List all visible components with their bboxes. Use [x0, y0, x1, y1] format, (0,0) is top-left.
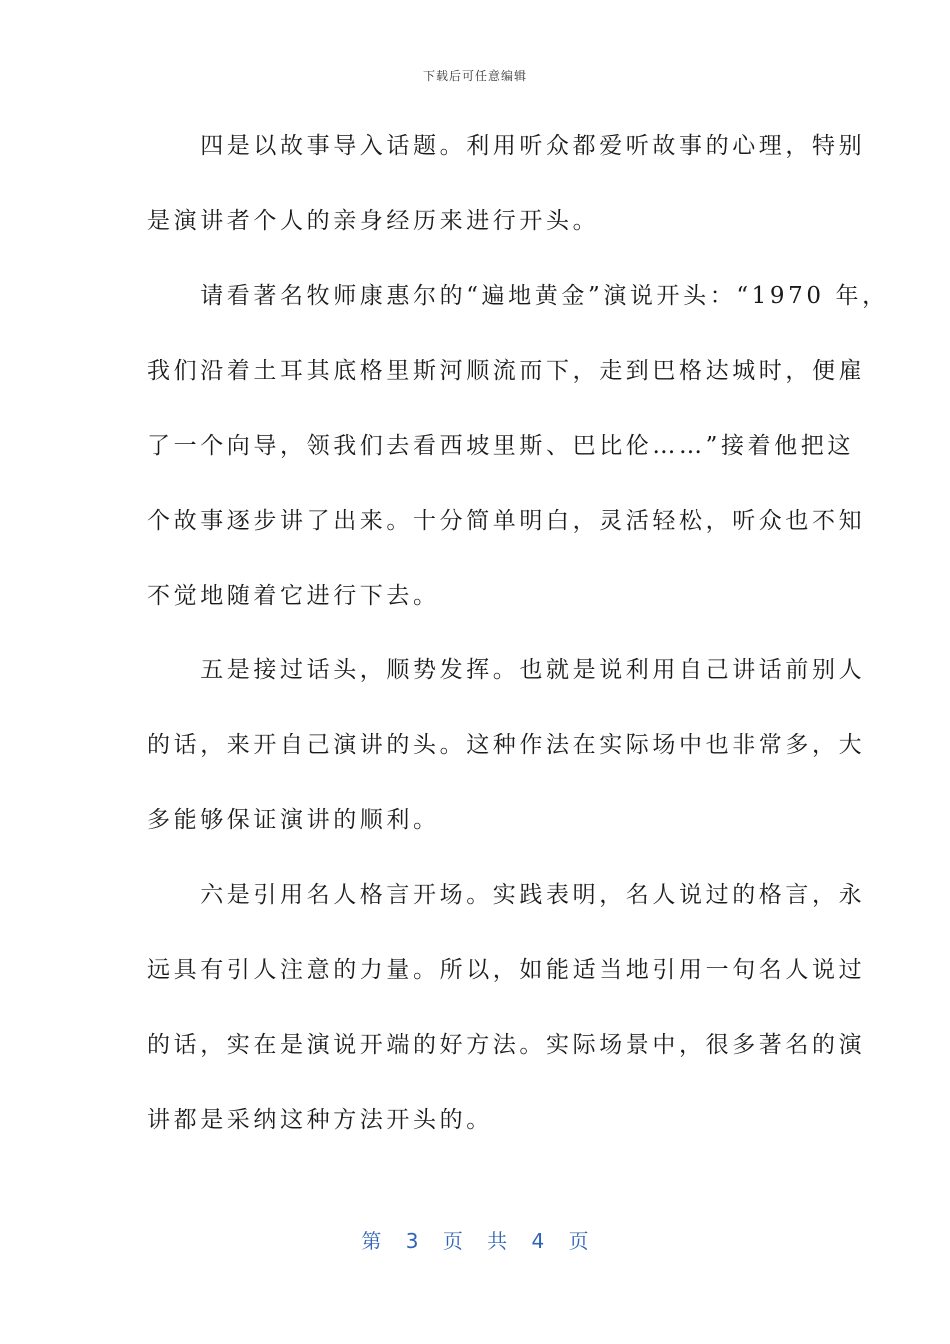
text-line: 远具有引人注意的力量。所以，如能适当地引用一句名人说过: [147, 957, 866, 983]
text-line: 请看著名牧师康惠尔的“遍地黄金”演说开头：“1970 年，: [147, 283, 889, 309]
page-footer: [0, 1225, 950, 1254]
text-line: 个故事逐步讲了出来。十分简单明白，灵活轻松，听众也不知: [147, 508, 866, 534]
text-line: 五是接过话头，顺势发挥。也就是说利用自己讲话前别人: [147, 657, 866, 683]
text-line: 的话，来开自己演讲的头。这种作法在实际场中也非常多，大: [147, 732, 866, 758]
text-line: 的话，实在是演说开端的好方法。实际场景中，很多著名的演: [147, 1032, 866, 1058]
text-line: 不觉地随着它进行下去。: [147, 583, 440, 609]
text-line: 四是以故事导入话题。利用听众都爱听故事的心理，特别: [147, 133, 866, 159]
text-line: 我们沿着土耳其底格里斯河顺流而下，走到巴格达城时，便雇: [147, 358, 866, 384]
text-line: 多能够保证演讲的顺利。: [147, 807, 440, 833]
text-line: 了一个向导，领我们去看西坡里斯、巴比伦……”接着他把这: [147, 433, 854, 459]
text-line: 是演讲者个人的亲身经历来进行开头。: [147, 208, 600, 234]
page-header: 下载后可任意编辑: [422, 69, 527, 83]
page-number: 第 3 页 共 4 页: [361, 1229, 589, 1253]
text-line: 讲都是采纳这种方法开头的。: [147, 1107, 493, 1133]
text-line: 六是引用名人格言开场。实践表明，名人说过的格言，永: [147, 882, 866, 908]
